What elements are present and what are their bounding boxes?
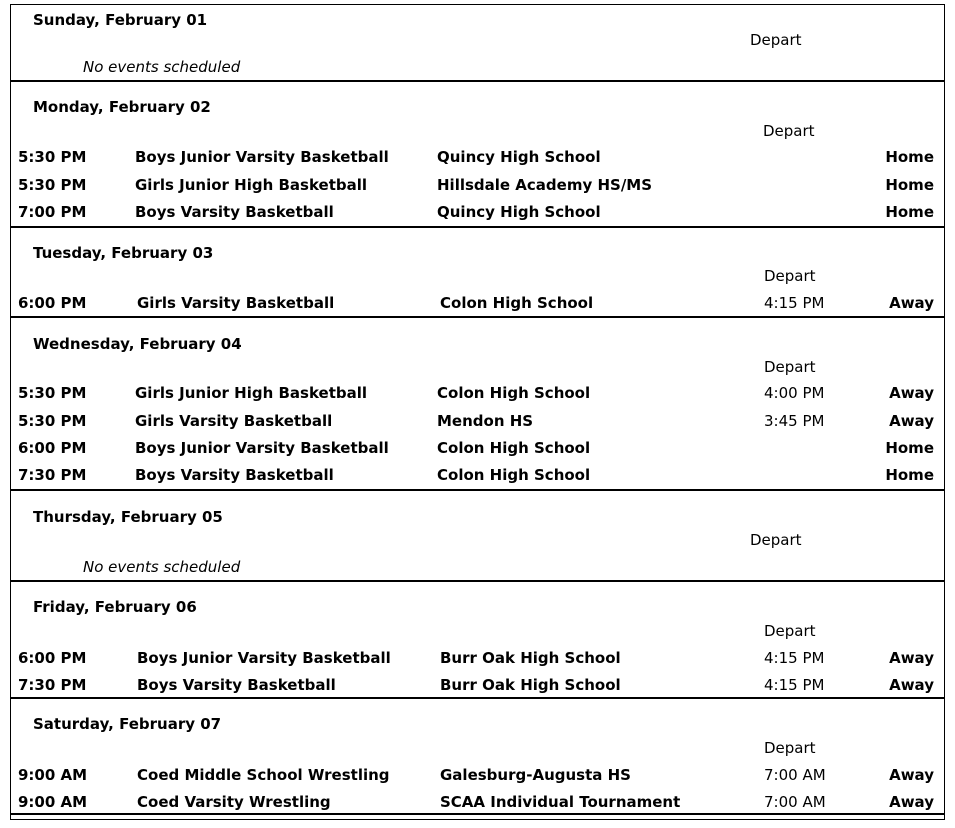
depart-header: Depart (764, 358, 816, 376)
event-location: Away (889, 793, 934, 811)
event-location: Away (889, 676, 934, 694)
event-location: Away (889, 766, 934, 784)
schedule-page (10, 4, 945, 820)
event-location: Home (885, 148, 934, 166)
event-time: 9:00 AM (18, 766, 88, 784)
day-section (11, 228, 944, 318)
event-opponent: Burr Oak High School (440, 649, 621, 667)
event-opponent: Colon High School (440, 294, 594, 312)
event-name: Boys Junior Varsity Basketball (137, 649, 391, 667)
event-depart: 3:45 PM (764, 412, 825, 430)
event-location: Home (885, 203, 934, 221)
day-title: Friday, February 06 (33, 598, 197, 616)
day-title: Saturday, February 07 (33, 715, 222, 733)
event-opponent: Galesburg-Augusta HS (440, 766, 631, 784)
no-events-text: No events scheduled (83, 58, 241, 76)
event-opponent: Hillsdale Academy HS/MS (437, 176, 653, 194)
day-title: Monday, February 02 (33, 98, 211, 116)
day-section (11, 582, 944, 699)
event-location: Away (889, 294, 934, 312)
event-depart: 4:15 PM (764, 294, 825, 312)
event-row (11, 294, 944, 316)
event-row (11, 148, 944, 170)
event-time: 6:00 PM (18, 294, 87, 312)
event-opponent: Colon High School (437, 466, 591, 484)
event-depart: 4:15 PM (764, 649, 825, 667)
day-section (11, 318, 944, 491)
event-opponent: SCAA Individual Tournament (440, 793, 681, 811)
event-depart: 7:00 AM (764, 766, 826, 784)
event-name: Boys Varsity Basketball (135, 466, 334, 484)
event-name: Boys Junior Varsity Basketball (135, 439, 389, 457)
event-row (11, 384, 944, 406)
event-time: 5:30 PM (18, 176, 87, 194)
event-name: Boys Junior Varsity Basketball (135, 148, 389, 166)
day-section (11, 699, 944, 815)
event-name: Girls Varsity Basketball (137, 294, 335, 312)
event-time: 7:00 PM (18, 203, 87, 221)
event-opponent: Quincy High School (437, 203, 601, 221)
event-opponent: Burr Oak High School (440, 676, 621, 694)
event-name: Coed Varsity Wrestling (137, 793, 331, 811)
event-row (11, 793, 944, 815)
event-row (11, 203, 944, 225)
event-time: 7:30 PM (18, 466, 87, 484)
event-time: 5:30 PM (18, 412, 87, 430)
event-name: Girls Junior High Basketball (135, 384, 368, 402)
depart-header: Depart (764, 267, 816, 285)
event-opponent: Mendon HS (437, 412, 534, 430)
event-row (11, 466, 944, 488)
event-opponent: Colon High School (437, 384, 591, 402)
day-section (11, 82, 944, 228)
event-name: Girls Junior High Basketball (135, 176, 368, 194)
event-opponent: Quincy High School (437, 148, 601, 166)
event-location: Away (889, 649, 934, 667)
depart-header: Depart (750, 531, 802, 549)
event-name: Coed Middle School Wrestling (137, 766, 390, 784)
depart-header: Depart (764, 739, 816, 757)
event-row (11, 676, 944, 698)
event-location: Home (885, 176, 934, 194)
event-row (11, 439, 944, 461)
day-section (11, 5, 944, 82)
depart-header: Depart (750, 31, 802, 49)
day-title: Tuesday, February 03 (33, 244, 214, 262)
event-name: Boys Varsity Basketball (137, 676, 336, 694)
day-section (11, 491, 944, 582)
event-time: 6:00 PM (18, 649, 87, 667)
event-location: Away (889, 384, 934, 402)
event-name: Boys Varsity Basketball (135, 203, 334, 221)
no-events-text: No events scheduled (83, 558, 241, 576)
event-location: Home (885, 439, 934, 457)
event-opponent: Colon High School (437, 439, 591, 457)
event-time: 5:30 PM (18, 148, 87, 166)
event-depart: 4:15 PM (764, 676, 825, 694)
event-location: Away (889, 412, 934, 430)
event-time: 9:00 AM (18, 793, 88, 811)
event-row (11, 176, 944, 198)
day-title: Thursday, February 05 (33, 508, 223, 526)
event-row (11, 649, 944, 671)
event-time: 5:30 PM (18, 384, 87, 402)
event-depart: 4:00 PM (764, 384, 825, 402)
event-row (11, 766, 944, 788)
event-time: 7:30 PM (18, 676, 87, 694)
depart-header: Depart (763, 122, 815, 140)
day-title: Wednesday, February 04 (33, 335, 242, 353)
event-name: Girls Varsity Basketball (135, 412, 333, 430)
event-time: 6:00 PM (18, 439, 87, 457)
event-row (11, 412, 944, 434)
event-depart: 7:00 AM (764, 793, 826, 811)
depart-header: Depart (764, 622, 816, 640)
event-location: Home (885, 466, 934, 484)
day-title: Sunday, February 01 (33, 11, 208, 29)
